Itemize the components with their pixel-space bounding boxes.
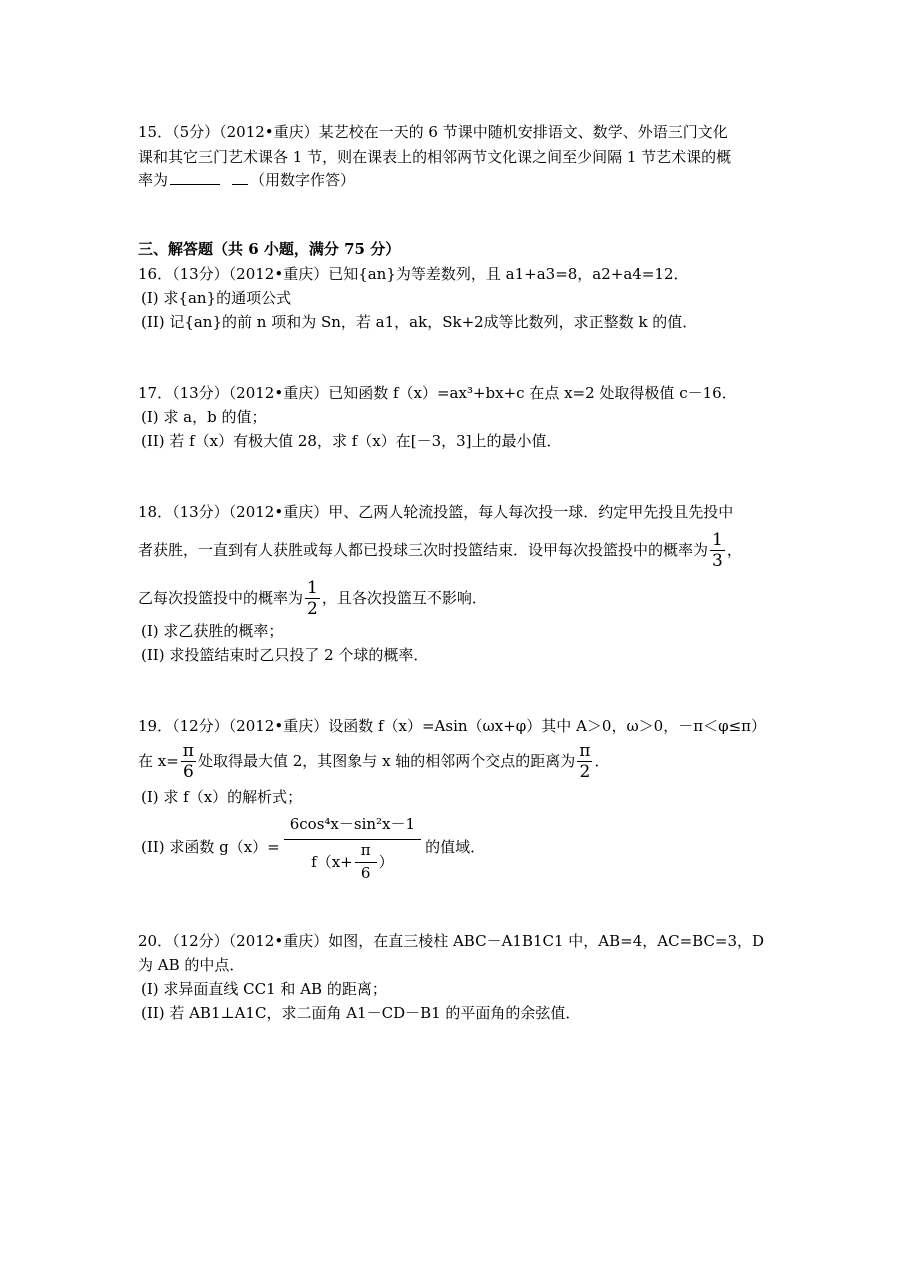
q18-line3-pre: 乙每次投篮投中的概率为 xyxy=(138,589,304,607)
g-numerator: 6cos⁴x－sin²x－1 xyxy=(284,813,421,840)
q19-line2 xyxy=(138,738,779,784)
q19-line2-mid: 处取得最大值 2，其图象与 x 轴的相邻两个交点的距离为 xyxy=(197,752,576,770)
q16-part2: (II) 记{an}的前 n 项和为 Sn，若 a1，ak，Sk+2成等比数列，求正整数 k 的值． xyxy=(141,313,698,331)
q18-comma: ， xyxy=(726,541,742,559)
q20-part2: (II) 若 AB1⊥A1C，求二面角 A1－CD－B1 的平面角的余弦值． xyxy=(141,1004,581,1022)
fraction-numerator: π xyxy=(355,842,377,863)
q16-part1: (I) 求{an}的通项公式 xyxy=(141,289,292,307)
q19-line2-post: ． xyxy=(594,752,610,770)
q16-line1: 16．（13分）（2012•重庆）已知{an}为等差数列，且 a1+a3=8，a2+a4=12． xyxy=(138,265,689,283)
q19-line2-pre: 在 x= xyxy=(138,752,179,770)
fraction-pi-over-two xyxy=(577,741,592,782)
q18-line1: 18．（13分）（2012•重庆）甲、乙两人轮流投篮，每人每次投一球．约定甲先投且先投中 xyxy=(138,503,734,521)
answer-blank xyxy=(170,169,220,185)
answer-blank-tail xyxy=(232,169,248,185)
q18-part2: (II) 求投篮结束时乙只投了 2 个球的概率． xyxy=(141,646,429,664)
q19-part1: (I) 求 f（x）的解析式； xyxy=(141,788,303,806)
fraction-denominator: 2 xyxy=(307,598,318,619)
q19-part2-post: 的值域． xyxy=(425,838,486,856)
fraction-one-third xyxy=(710,530,725,571)
fraction-one-half xyxy=(305,578,320,619)
g-den-pre: f（x+ xyxy=(311,852,353,871)
q15-line1: 15．（5分）（2012•重庆）某艺校在一天的 6 节课中随机安排语文、数学、外语三门文化 xyxy=(138,123,728,141)
q20-part1: (I) 求异面直线 CC1 和 AB 的距离； xyxy=(141,980,387,998)
fraction-pi-over-six xyxy=(181,741,196,782)
fraction-numerator: π xyxy=(182,740,194,761)
q18-part1: (I) 求乙获胜的概率； xyxy=(141,622,284,640)
q19-part2 xyxy=(141,812,779,882)
q18-line2-text: 者获胜，一直到有人获胜或每人都已投球三次时投篮结束．设甲每次投篮投中的概率为 xyxy=(138,541,709,559)
q19-line1: 19．（12分）（2012•重庆）设函数 f（x）=Asin（ωx+φ）其中 A＞0，ω＞0，－π＜φ≤π） xyxy=(138,717,767,735)
q15-line3 xyxy=(138,169,779,191)
q15-line3-post: （用数字作答） xyxy=(250,171,356,189)
fraction-pi-over-six xyxy=(355,842,377,881)
q17-part2: (II) 若 f（x）有极大值 28，求 f（x）在[－3，3]上的最小值． xyxy=(141,432,562,450)
g-den-post: ） xyxy=(378,852,394,871)
q15-line3-pre: 率为 xyxy=(138,171,169,189)
q20-line2: 为 AB 的中点． xyxy=(138,956,245,974)
section-title: 三、解答题（共 6 小题，满分 75 分） xyxy=(138,240,401,258)
fraction-numerator: 1 xyxy=(307,577,318,598)
fraction-denominator: 6 xyxy=(182,761,194,782)
q17-part1: (I) 求 a，b 的值； xyxy=(141,408,267,426)
q19-part2-pre: (II) 求函数 g（x）= xyxy=(141,838,280,856)
fraction-denominator: 6 xyxy=(360,864,371,882)
fraction-denominator: 2 xyxy=(579,761,591,782)
q18-line3-post: ，且各次投篮互不影响． xyxy=(321,589,487,607)
q18-line3 xyxy=(138,576,779,620)
g-denominator xyxy=(305,840,399,881)
fraction-numerator: π xyxy=(579,740,591,761)
function-g-fraction xyxy=(284,813,421,881)
q15-line2: 课和其它三门艺术课各 1 节，则在课表上的相邻两节文化课之间至少间隔 1 节艺术课的概 xyxy=(138,148,732,166)
q18-line2 xyxy=(138,528,779,572)
q20-line1: 20．（12分）（2012•重庆）如图，在直三棱柱 ABC－A1B1C1 中，AB=4，AC=BC=3，D xyxy=(138,932,765,950)
fraction-denominator: 3 xyxy=(712,550,723,571)
fraction-numerator: 1 xyxy=(712,529,723,550)
q17-line1: 17．（13分）（2012•重庆）已知函数 f（x）=ax³+bx+c 在点 x=2 处取得极值 c－16． xyxy=(138,384,737,402)
